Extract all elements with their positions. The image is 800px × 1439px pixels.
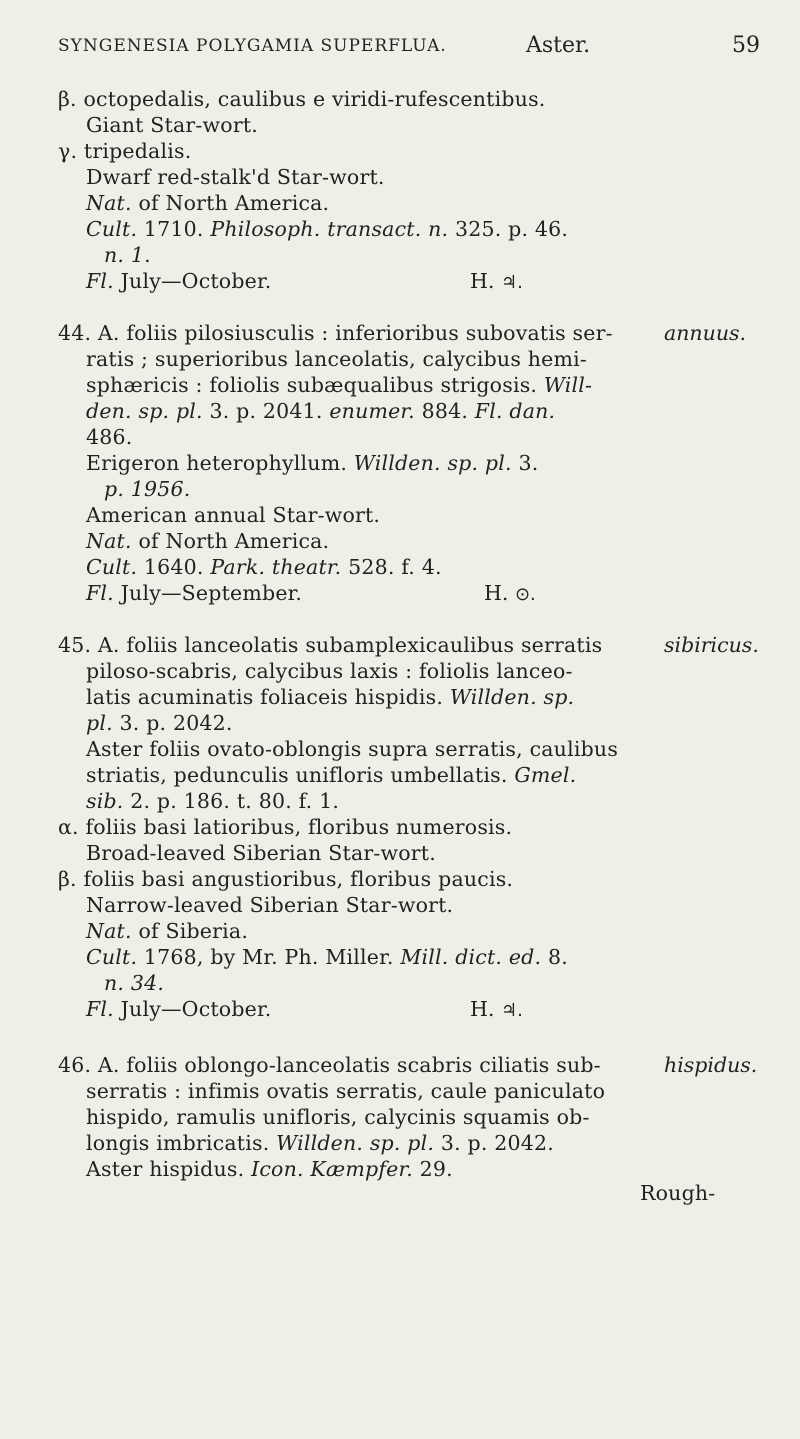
variety-alpha-45-name: Broad-leaved Siberian Star-wort. [86,841,436,865]
species-45-line4: pl. 3. p. 2042. [86,711,233,735]
habit-44: H. ⊙. [484,581,536,605]
variety-alpha-45: α. foliis basi latioribus, floribus numerosis. [58,815,513,839]
habit-43: H. ♃. [470,269,523,293]
species-44-line2: ratis ; superioribus lanceolatis, calycibus hemi- [86,347,588,371]
variety-gamma-43: γ. tripedalis. [58,139,192,163]
species-46-line1: 46. A. foliis oblongo-lanceolatis scabris ciliatis sub- [58,1053,601,1077]
species-45-line2: piloso-scabris, calycibus laxis : foliolis lanceo- [86,659,573,683]
variety-beta-43: β. octopedalis, caulibus e viridi-rufescentibus. [58,87,546,111]
perennial-symbol: ♃. [500,272,523,293]
flowering-43: Fl. July—October. [86,269,272,293]
annual-symbol: ⊙. [514,584,536,605]
species-44-line5: 486. [86,425,133,449]
flowering-44: Fl. July—September. [86,581,303,605]
header-genus: Aster. [526,33,591,58]
species-44-synonym: Erigeron heterophyllum. Willden. sp. pl. 3. [86,451,539,475]
species-46-trivial: hispidus. [664,1053,758,1077]
species-46-synonym: Aster hispidus. Icon. Kæmpfer. 29. [86,1157,453,1181]
catchword: Rough- [640,1181,716,1205]
native-45: Nat. of Siberia. [86,919,249,943]
cultivated-45-cont: n. 34. [104,971,165,995]
cultivated-44: Cult. 1640. Park. theatr. 528. f. 4. [86,555,442,579]
cultivated-43-cont: n. 1. [104,243,151,267]
cultivated-43: Cult. 1710. Philosoph. transact. n. 325. p. 46. [86,217,569,241]
species-46-line2: serratis : infimis ovatis serratis, caule paniculato [86,1079,606,1103]
cultivated-45: Cult. 1768, by Mr. Ph. Miller. Mill. dict. ed. 8. [86,945,568,969]
flowering-45: Fl. July—October. [86,997,272,1021]
species-44-line1: 44. A. foliis pilosiusculis : inferioribus subovatis ser- [58,321,613,345]
species-44-trivial: annuus. [664,321,747,345]
species-44-name: American annual Star-wort. [86,503,381,527]
species-45-synonym2: striatis, pedunculis unifloris umbellatis. Gmel. [86,763,577,787]
species-46-line4: longis imbricatis. Willden. sp. pl. 3. p. 2042. [86,1131,554,1155]
species-45-synonym3: sib. 2. p. 186. t. 80. f. 1. [86,789,340,813]
habit-45: H. ♃. [470,997,523,1021]
variety-gamma-43-name: Dwarf red-stalk'd Star-wort. [86,165,385,189]
species-45-line1: 45. A. foliis lanceolatis subamplexicaulibus serratis [58,633,603,657]
species-45-synonym1: Aster foliis ovato-oblongis supra serratis, caulibus [86,737,619,761]
species-45-trivial: sibiricus. [664,633,759,657]
native-43: Nat. of North America. [86,191,330,215]
perennial-symbol: ♃. [500,1000,523,1021]
species-44-line4: den. sp. pl. 3. p. 2041. enumer. 884. Fl. dan. [86,399,556,423]
variety-beta-45-name: Narrow-leaved Siberian Star-wort. [86,893,454,917]
species-46-line3: hispido, ramulis unifloris, calycinis squamis ob- [86,1105,590,1129]
header-title: SYNGENESIA POLYGAMIA SUPERFLUA. [58,36,447,56]
native-44: Nat. of North America. [86,529,330,553]
species-44-synonym-cont: p. 1956. [104,477,191,501]
variety-beta-45: β. foliis basi angustioribus, floribus paucis. [58,867,514,891]
species-44-line3: sphæricis : foliolis subæqualibus strigosis. Will- [86,373,593,397]
running-header [58,33,760,66]
page-number: 59 [732,33,760,58]
species-45-line3: latis acuminatis foliaceis hispidis. Willden. sp. [86,685,575,709]
variety-beta-43-name: Giant Star-wort. [86,113,258,137]
